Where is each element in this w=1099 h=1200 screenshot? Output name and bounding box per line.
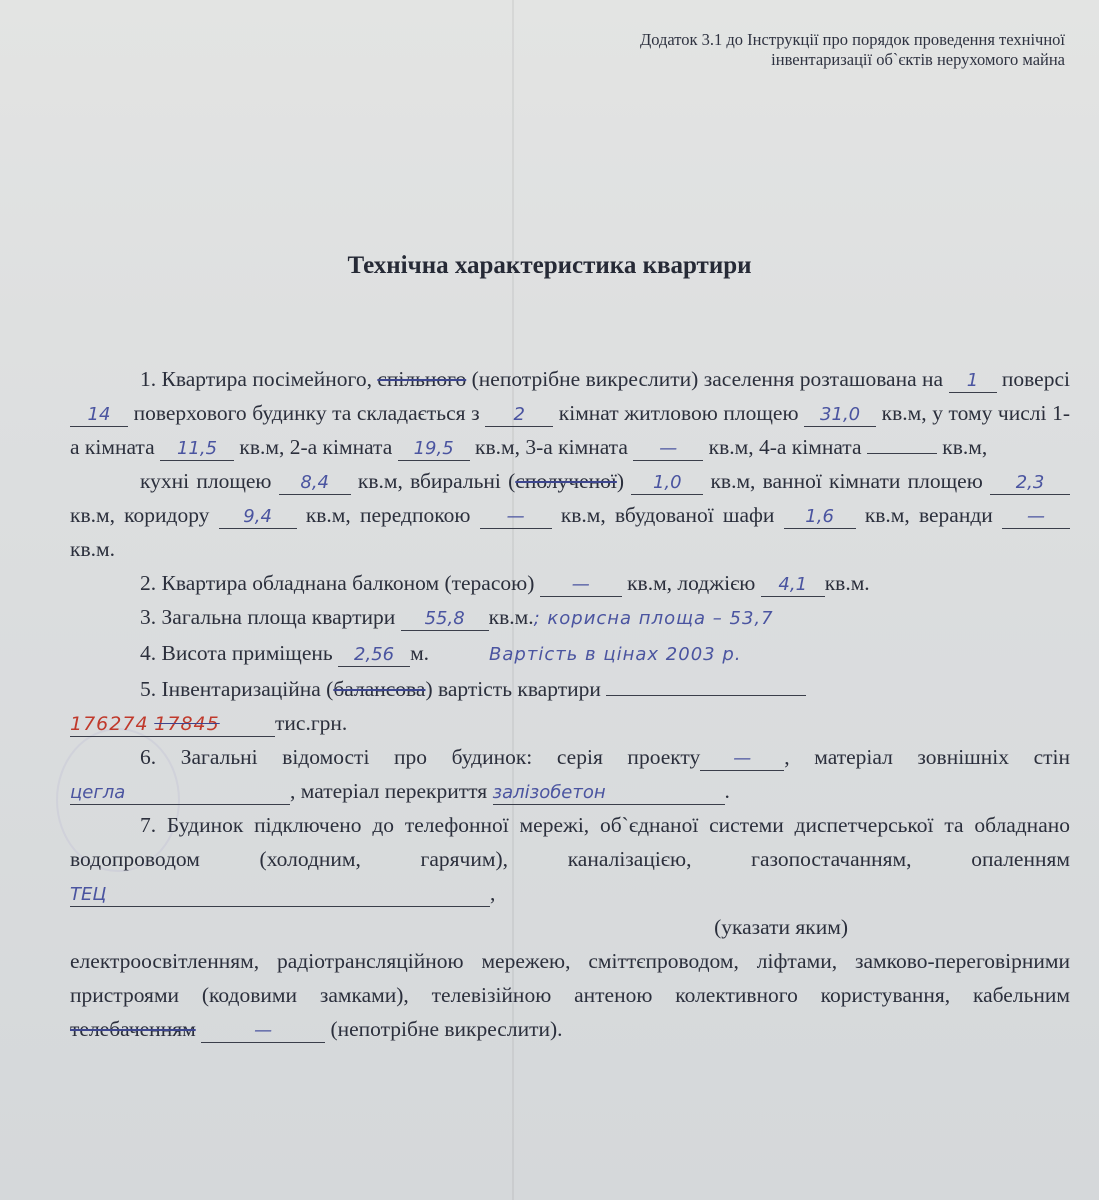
section-1 [70, 362, 1070, 464]
text: (непотрібне викреслити) заселення розташована на [466, 367, 949, 391]
text: ) вартість квартири [425, 677, 607, 701]
section-4 [70, 636, 1070, 672]
text: електроосвітленням, радіотрансляційною мережею, сміттєпроводом, ліфтами, замково-переговірними пристроями (кодовими замками), телевізійною антеною колективного користування, кабельним [70, 949, 1070, 1007]
text: кв.м, 2-а кімната [234, 435, 398, 459]
bath-field: 2,3 [990, 472, 1070, 495]
text: 1. Квартира посімейного, [140, 367, 378, 391]
text: кв.м, веранди [855, 503, 1002, 527]
text: кв.м. [70, 537, 115, 561]
text: кімнат житловою площею [553, 401, 805, 425]
text: 4. Висота приміщень [140, 641, 339, 665]
text: кв.м, вбудованої шафи [551, 503, 784, 527]
text: кв.м, коридору [70, 503, 219, 527]
heating-field: ТЕЦ [70, 884, 490, 907]
living-area-field: 31,0 [804, 404, 876, 427]
kitchen-field: 8,4 [279, 472, 351, 495]
text: 2. Квартира обладнана балконом (терасою) [140, 571, 540, 595]
closet-field: 1,6 [784, 506, 856, 529]
text: ) [616, 469, 632, 493]
section-6 [70, 740, 1070, 808]
handwritten-note-useful-area: ; корисна площа – 53,7 [533, 608, 774, 629]
section-1-continued [70, 464, 1070, 566]
series-field: — [700, 748, 784, 771]
text: кв.м, ванної кімнати площею [703, 469, 991, 493]
text: , матеріал перекриття [290, 779, 493, 803]
text: кв.м. [488, 605, 534, 629]
text: . [724, 779, 730, 803]
corridor-field: 9,4 [219, 506, 297, 529]
text: , [490, 881, 496, 905]
appendix-header [505, 30, 1065, 70]
section-5 [70, 672, 1070, 706]
tv-field: — [201, 1020, 325, 1043]
value-line [606, 695, 806, 696]
room3-field: — [633, 438, 703, 461]
text: 5. Інвентаризаційна ( [140, 677, 334, 701]
hint-specify: (указати яким) [714, 915, 848, 939]
text: кв.м, у тому числі 1-а кімната [70, 401, 1070, 459]
red-value-struck: 17845 [154, 713, 220, 735]
value-field [70, 713, 275, 737]
text: поверсі [996, 367, 1070, 391]
section-7-continued [70, 944, 1070, 1046]
section-3 [70, 600, 1070, 636]
loggia-field: 4,1 [761, 574, 825, 597]
wc-field: 1,0 [631, 472, 703, 495]
struck-text: телебаченням [70, 1017, 196, 1041]
text: кухні площею [140, 469, 279, 493]
text: тис.грн. [275, 711, 348, 735]
text: м. [410, 641, 430, 665]
struck-text: спільного [377, 367, 467, 391]
text: 6. Загальні відомості про будинок: серія проекту [140, 745, 701, 769]
header-line-2: інвентаризації об`єктів нерухомого майна [771, 50, 1065, 69]
text: (непотрібне викреслити). [325, 1017, 563, 1041]
text: 7. Будинок підключено до телефонної мережі, об`єднаної системи диспетчерської та обладнано водопроводом (холодним, гарячим), каналізацією, газопостачанням, опаленням [70, 813, 1070, 871]
section-5-continued [70, 706, 1070, 740]
total-area-field: 55,8 [401, 608, 489, 631]
struck-text: балансова [333, 677, 426, 701]
handwritten-note-value-year: Вартість в цінах 2003 р. [489, 644, 742, 665]
veranda-field: — [1002, 506, 1070, 529]
text: кв.м, [936, 435, 988, 459]
floor-field: 1 [949, 370, 997, 393]
walls-field: цегла [70, 782, 290, 805]
text: кв.м, лоджією [621, 571, 761, 595]
text: поверхового будинку та складається з [128, 401, 486, 425]
room2-field: 19,5 [398, 438, 470, 461]
room4-field [867, 453, 937, 454]
document-title: Технічна характеристика квартири [347, 252, 752, 279]
text: 3. Загальна площа квартири [140, 605, 401, 629]
text: кв.м. [824, 571, 870, 595]
hall-field: — [480, 506, 552, 529]
struck-text: сполученої [515, 469, 617, 493]
text: , матеріал зовнішніх стін [784, 745, 1070, 769]
section-7 [70, 808, 1070, 944]
text: кв.м, вбиральні ( [350, 469, 516, 493]
balcony-field: — [540, 574, 622, 597]
text: кв.м, 3-а кімната [469, 435, 634, 459]
rooms-field: 2 [485, 404, 553, 427]
document-body [70, 362, 1070, 1046]
height-field: 2,56 [338, 644, 410, 667]
red-value: 176274 [70, 713, 149, 735]
section-2 [70, 566, 1070, 600]
room1-field: 11,5 [160, 438, 234, 461]
floors-total-field: 14 [70, 404, 128, 427]
text: кв.м, 4-а кімната [703, 435, 867, 459]
text: кв.м, передпокою [296, 503, 480, 527]
ceiling-field: залізобетон [493, 782, 725, 805]
header-line-1: Додаток 3.1 до Інструкції про порядок проведення технічної [639, 30, 1065, 49]
